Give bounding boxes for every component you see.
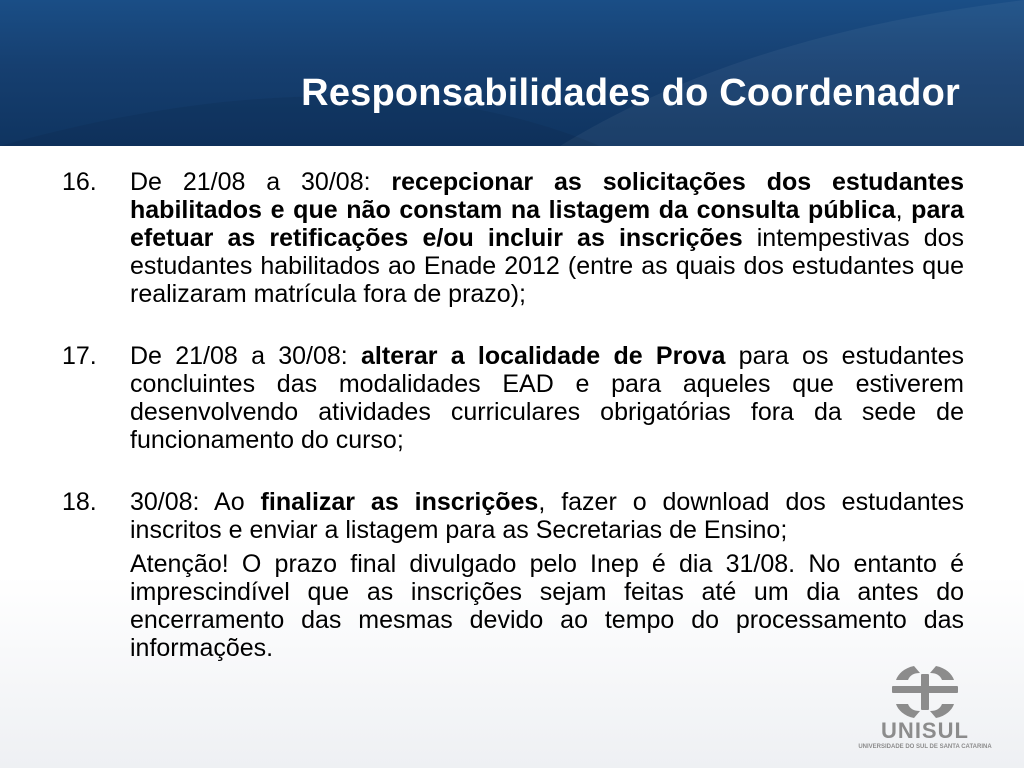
item-text-bold: para efetuar as retificações e/ou incluir as inscrições (130, 196, 964, 252)
unisul-logo (850, 664, 1000, 754)
item-text-plain: intempestivas dos estudantes habilitados ao Enade 2012 (entre as quais dos estudantes que realizaram matrícula fora de prazo); (130, 224, 964, 308)
item-number: 17. (62, 342, 97, 370)
item-text-bold: recepcionar as solicitações dos estudantes habilitados e que não constam na listagem da consulta pública (130, 168, 964, 224)
slide-title: Responsabilidades do Coordenador (301, 72, 960, 114)
logo-subtitle: UNIVERSIDADE DO SUL DE SANTA CATARINA (858, 744, 992, 750)
item-text-plain: De 21/08 a 30/08: (130, 342, 362, 370)
item-text-plain: , fazer o download dos estudantes inscritos e enviar a listagem para as Secretarias de Ensino; (130, 488, 964, 544)
item-text-plain: 30/08: Ao (130, 488, 261, 516)
list-item (62, 488, 964, 544)
item-note: Atenção! O prazo final divulgado pelo Inep é dia 31/08. No entanto é imprescindível que as inscrições sejam feitas até um dia antes do encerramento das mesmas devido ao tempo do processamento das informações. (130, 550, 964, 662)
item-text (130, 168, 964, 308)
item-text (130, 488, 964, 544)
item-number: 16. (62, 168, 97, 196)
slide-content (62, 168, 964, 662)
item-number: 18. (62, 488, 97, 516)
item-text-bold: finalizar as inscrições (260, 488, 539, 516)
logo-name: UNISUL (881, 718, 969, 743)
list-item (62, 168, 964, 308)
item-text-plain: para os estudantes concluintes das modalidades EAD e para aqueles que estiverem desenvolvendo atividades curriculares obrigatórias fora da sede de funcionamento do curso; (130, 342, 964, 454)
unisul-logo-icon (888, 664, 962, 720)
item-text-bold: alterar a localidade de Prova (361, 342, 726, 370)
item-text-plain: , (895, 196, 912, 224)
slide-header (0, 0, 1024, 146)
item-text (130, 342, 964, 454)
item-text-plain: De 21/08 a 30/08: (130, 168, 392, 196)
list-item (62, 342, 964, 454)
